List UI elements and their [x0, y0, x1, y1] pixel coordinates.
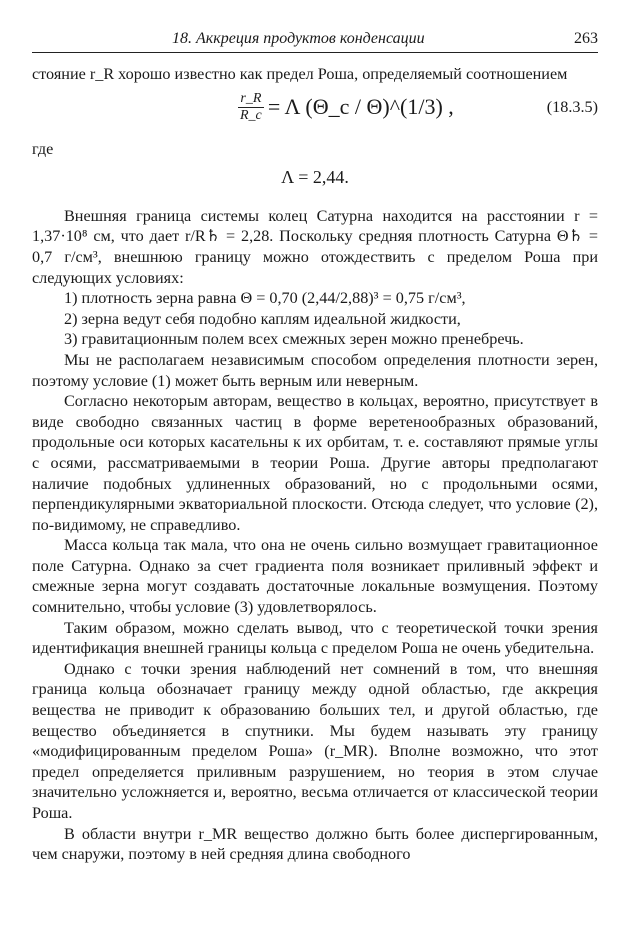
frac-denominator: R_c: [240, 107, 262, 123]
paragraph-ring-mass: Масса кольца так мала, что она не очень сильно возмущает гравитационное поле Сатурна. Однако за счет градиента поля возникает приливный эффект и смежные зерна могут создавать достаточные локальные возмущения. Поэтому сомнительно, чтобы условие (3) удовлетворялось.: [32, 536, 598, 617]
text-body: [32, 64, 598, 865]
paragraph-authors: Согласно некоторым авторам, вещество в кольцах, вероятно, присутствует в виде свободно связанных частиц в форме веретенообразных образований, продольные оси которых касательны к их орбитам, т. е. составляют прямые углы с осями, рассматриваемыми в теории Роша. Другие авторы предполагают наличие подобных удлиненных образований, но с продольными осями, перпендикулярными экваториальной плоскости. Отсюда следует, что условие (2), по-видимому, не справедливо.: [32, 392, 598, 534]
page-number: 263: [574, 30, 598, 47]
frac-numerator: r_R: [238, 91, 264, 108]
condition-1: 1) плотность зерна равна Θ = 0,70 (2,44/2,88)³ = 0,75 г/см³,: [64, 289, 466, 308]
paragraph-inner-region: В области внутри r_MR вещество должно быть более диспергированным, чем снаружи, поэтому в ней средняя длина свободного: [32, 824, 598, 864]
equation-label: (18.3.5): [546, 97, 598, 116]
chapter-title: 18. Аккреция продуктов конденсации: [172, 30, 425, 47]
where-word: где: [32, 139, 54, 158]
running-header: [32, 30, 598, 53]
equation-rhs: = Λ (Θ_c / Θ)^(1/3) ,: [267, 93, 454, 119]
paragraph-observations: Однако с точки зрения наблюдений нет сомнений в том, что внешняя граница кольца обозначает границу между одной областью, где аккреция вещества не приводит к образованию больших тел, и другой областью, где вещество объединяется в спутники. Мы будем называть эту границу «модифицированным пределом Роша» (r_MR). Вполне возможно, что этот предел определяется приливным разрушением, но теория в этом случае значительно усложняется и, вероятно, весьма отличается от классической теории Роша.: [32, 659, 598, 822]
fraction-rR-Rc: [238, 91, 264, 124]
paragraph-saturn-rings: Внешняя граница системы колец Сатурна находится на расстоянии r = 1,37·10⁸ см, что дает r/R♄ = 2,28. Поскольку средняя плотность Сатурна Θ♄ = 0,7 г/см³, внешнюю границу можно отождествить с пределом Роша при следующих условиях:: [32, 206, 598, 287]
equation-18-3-5: [32, 85, 598, 135]
equation-formula: [238, 91, 454, 124]
lambda-equation: Λ = 2,44.: [281, 167, 349, 188]
paragraph-conclusion: Таким образом, можно сделать вывод, что с теоретической точки зрения идентификация внешней границы кольца с пределом Роша не очень убедительна.: [32, 618, 598, 658]
paragraph-density: Мы не располагаем независимым способом определения плотности зерен, поэтому условие (1) может быть верным или неверным.: [32, 350, 598, 390]
condition-3: 3) гравитационным полем всех смежных зерен можно пренебречь.: [64, 330, 524, 349]
paragraph-roche-intro: стояние r_R хорошо известно как предел Роша, определяемый соотношением: [32, 65, 568, 83]
condition-2: 2) зерна ведут себя подобно каплям идеальной жидкости,: [64, 309, 461, 328]
